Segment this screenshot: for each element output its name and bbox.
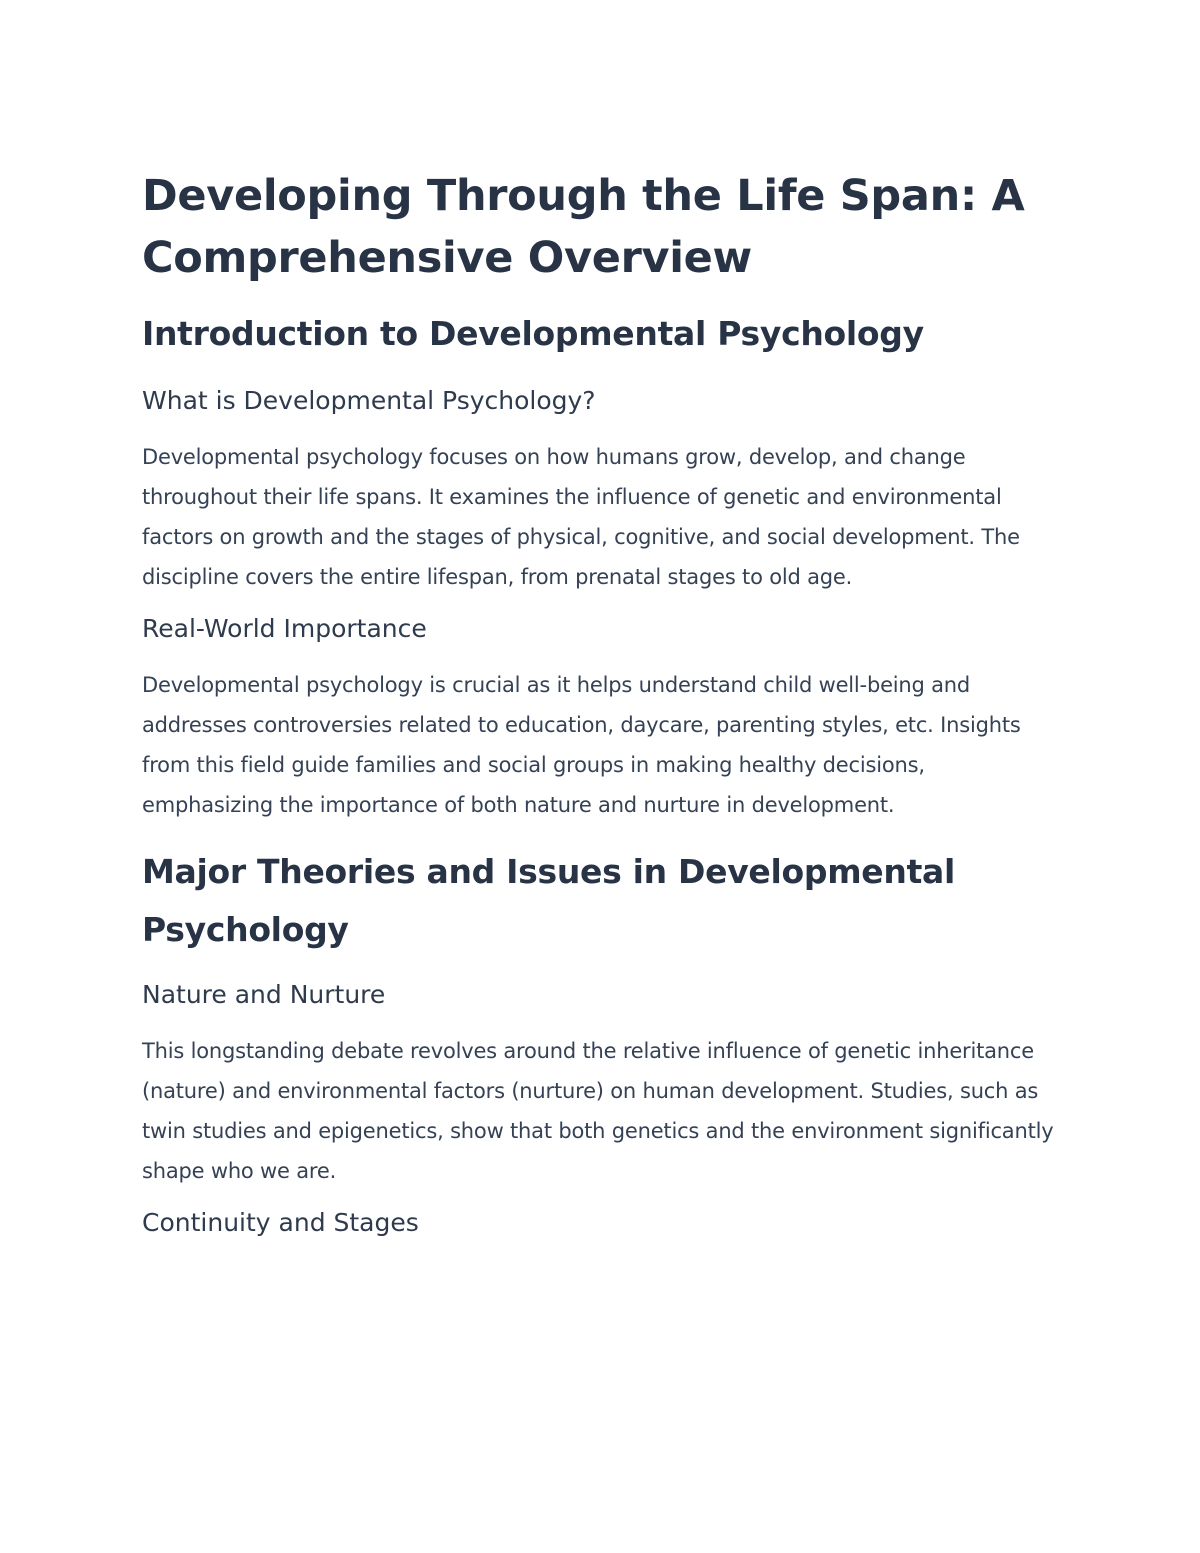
document-title: Developing Through the Life Span: A Comprehensive Overview	[142, 171, 1025, 283]
paragraph-what-is: Developmental psychology focuses on how humans grow, develop, and change throughout their life spans. It examines the influence of genetic and environmental factors on growth and the stages of physical, cognitive, and social development. The discipline covers the entire lifespan, from prenatal stages to old age.	[142, 445, 1020, 589]
section-heading-introduction: Introduction to Developmental Psychology	[142, 314, 924, 353]
paragraph-nature-nurture: This longstanding debate revolves around the relative influence of genetic inheritance (nature) and environmental factors (nurture) on human development. Studies, such as twin studies and epigenetics, show that both genetics and the environment significantly shape who we are.	[142, 1039, 1054, 1183]
paragraph-real-world: Developmental psychology is crucial as it helps understand child well-being and addresses controversies related to education, daycare, parenting styles, etc. Insights from this field guide families and social groups in making healthy decisions, emphasizing the importance of both nature and nurture in development.	[142, 673, 1021, 817]
subsection-heading-nature-nurture: Nature and Nurture	[142, 980, 386, 1009]
subsection-heading-real-world: Real-World Importance	[142, 614, 427, 643]
document-page	[142, 165, 1062, 1241]
subsection-heading-continuity-stages: Continuity and Stages	[142, 1208, 419, 1237]
section-heading-major-theories: Major Theories and Issues in Developmental Psychology	[142, 852, 956, 949]
subsection-heading-what-is: What is Developmental Psychology?	[142, 386, 596, 415]
